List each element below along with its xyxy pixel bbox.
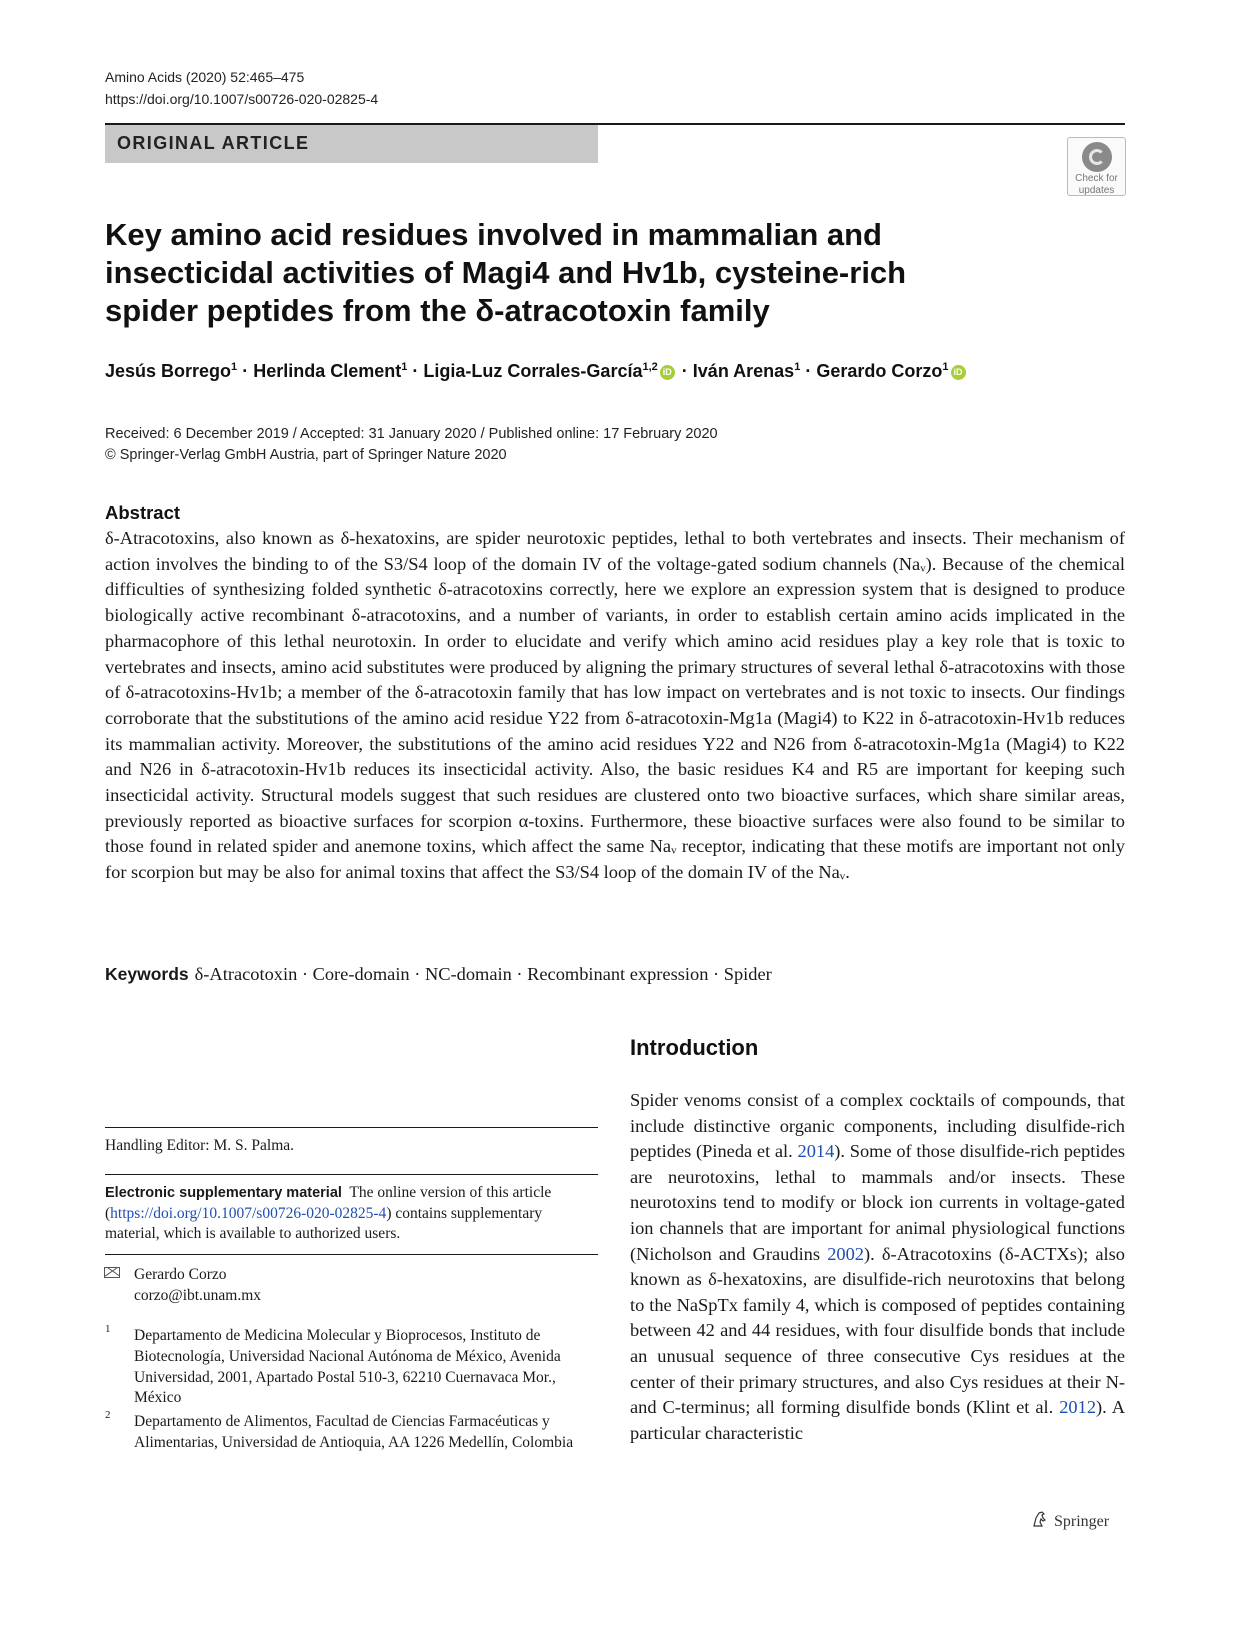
envelope-icon (104, 1267, 120, 1278)
publisher-logo (1030, 1509, 1109, 1531)
check-updates-icon (1082, 142, 1112, 172)
doi-link[interactable]: https://doi.org/10.1007/s00726-020-02825-4 (105, 91, 379, 107)
author-name[interactable]: Herlinda Clement (253, 361, 402, 381)
footnote-rule (105, 1127, 598, 1128)
author-separator: · (242, 361, 249, 381)
abstract-text: δ-Atracotoxins, also known as δ-hexatoxins, are spider neurotoxic peptides, lethal to both vertebrates and insects. Their mechanism of action involves the binding to of the S3/S4 loop of the domain IV of the voltage-gated sodium channels (Naᵥ). Because of the chemical difficulties of synthesizing folded synthetic δ-atracotoxins correctly, here we explore an expression system that is designed to produce biologically active recombinant δ-atracotoxins, and a number of variants, in order to establish certain amino acids implicated in the pharmacophore of this lethal neurotoxin. In order to elucidate and verify which amino acid residues play a key role that is toxic to vertebrates and insects, amino acid substitutes were produced by aligning the primary structures of several lethal δ-atracotoxins with those of δ-atracotoxins-Hv1b; a member of the δ-atracotoxin family that has low impact on vertebrates and is not toxic to insects. Our findings corroborate that the substitutions of the amino acid residue Y22 from δ-atracotoxin-Mg1a (Magi4) to K22 in δ-atracotoxin-Hv1b reduces its mammalian activity. Moreover, the substitutions of the amino acid residues Y22 and N26 from δ-atracotoxin-Mg1a (Magi4) to K22 and N26 in δ-atracotoxin-Hv1b reduces its insecticidal activity. Also, the basic residues K4 and R5 are important for keeping such insecticidal activity. Structural models suggest that such residues are clustered onto two bioactive surfaces, which share similar areas, previously reported as bioactive surfaces for scorpion α-toxins. Furthermore, these bioactive surfaces were also found to be similar to those found in related spider and anemone toxins, which affect the same Naᵥ receptor, indicating that these motifs are important not only for scorpion but may be also for animal toxins that affect the S3/S4 loop of the domain IV of the Naᵥ. (105, 528, 1126, 883)
affiliation-number: 2 (105, 1409, 111, 1421)
footnote-rule (105, 1174, 598, 1175)
author-list (105, 361, 968, 382)
intro-segment: ). δ-Atracotoxins (δ-ACTXs); also known as δ-hexatoxins, are disulfide-rich neurotoxins that belong to the NaSpTx family 4, which is composed of peptides containing between 42 and 44 residues, with four disulfide bonds that include an unusual sequence of three consecutive Cys residues at the center of their primary structures, and also Cys residues at their N- and C-terminus; all forming disulfide bonds (Klint et al. (630, 1243, 1125, 1418)
author-name[interactable]: Iván Arenas (692, 361, 795, 381)
keywords-list: δ-Atracotoxin · Core-domain · NC-domain · Recombinant expression · Spider (194, 964, 772, 984)
citation-link[interactable]: 2014 (797, 1141, 835, 1162)
check-updates-label-1: Check for (1075, 173, 1118, 184)
article-title: Key amino acid residues involved in mammalian and insecticidal activities of Magi4 and Hv1b, cysteine-rich spider peptides from the δ-atracotoxin family (105, 217, 907, 328)
author-separator: · (805, 361, 812, 381)
check-for-updates-badge[interactable] (1067, 137, 1126, 196)
author-name[interactable]: Gerardo Corzo (816, 361, 943, 381)
affiliation-1: Departamento de Medicina Molecular y Bioprocesos, Instituto de Biotecnología, Universidad Nacional Autónoma de México, Avenida Universidad, 2001, Apartado Postal 510-3, 62210 Cuernavaca Mor., México (134, 1327, 561, 1407)
introduction-text (630, 1088, 1125, 1446)
footnote-rule (105, 1254, 598, 1255)
springer-horse-icon (1030, 1509, 1050, 1529)
esm-link[interactable]: https://doi.org/10.1007/s00726-020-02825-4 (110, 1204, 387, 1222)
keywords (105, 964, 772, 985)
handling-editor: Handling Editor: M. S. Palma. (105, 1137, 295, 1154)
esm-text: The online version of this article ( (105, 1184, 552, 1222)
author-affiliation: 1 (942, 361, 949, 373)
orcid-icon[interactable]: iD (951, 365, 966, 380)
supplementary-note (105, 1183, 598, 1245)
esm-label: Electronic supplementary material (105, 1185, 342, 1201)
intro-segment: ). Some of those disulfide-rich peptides are neurotoxins, lethal to mammals and/or insects. These neurotoxins tend to modify or block ion currents in voltage-gated ion channels that are important for animal physiological functions (Nicholson and Graudins (630, 1141, 1125, 1264)
dates-line: Received: 6 December 2019 / Accepted: 31 January 2020 / Published online: 17 February 2020 (105, 426, 718, 442)
corresponding-name: Gerardo Corzo (134, 1266, 227, 1283)
intro-segment: ). A particular characteristic (630, 1397, 1125, 1443)
journal-citation: Amino Acids (2020) 52:465–475 (105, 69, 305, 85)
article-type-band (105, 125, 598, 163)
author-separator: · (681, 361, 688, 381)
author-name[interactable]: Jesús Borrego (105, 361, 232, 381)
corresponding-email[interactable]: corzo@ibt.unam.mx (134, 1287, 262, 1304)
author-affiliation: 1,2 (642, 361, 658, 373)
intro-segment: Spider venoms consist of a complex cocktails of compounds, that include distinctive organic components, including disulfide-rich peptides (Pineda et al. (630, 1090, 1125, 1162)
copyright-line: © Springer-Verlag GmbH Austria, part of Springer Nature 2020 (105, 447, 507, 463)
journal-header (105, 66, 378, 110)
orcid-icon[interactable]: iD (660, 365, 675, 380)
abstract-heading: Abstract (105, 502, 181, 523)
check-updates-label-2: updates (1078, 185, 1115, 196)
affiliation-2: Departamento de Alimentos, Facultad de Ciencias Farmacéuticas y Alimentarias, Universidad de Antioquia, AA 1226 Medellín, Colombia (134, 1413, 574, 1451)
author-separator: · (412, 361, 419, 381)
publication-dates (105, 424, 718, 466)
introduction-heading: Introduction (630, 1035, 759, 1060)
article-type: ORIGINAL ARTICLE (117, 133, 310, 153)
esm-text: ) contains supplementary material, which is available to authorized users. (105, 1204, 543, 1242)
author-affiliation: 1 (401, 361, 408, 373)
citation-link[interactable]: 2012 (1059, 1397, 1097, 1418)
citation-link[interactable]: 2002 (827, 1243, 864, 1264)
corresponding-author (134, 1264, 261, 1306)
author-affiliation: 1 (231, 361, 238, 373)
keywords-label: Keywords (105, 964, 189, 984)
author-affiliation: 1 (794, 361, 801, 373)
affiliation-number: 1 (105, 1323, 111, 1335)
publisher-name: Springer (1054, 1513, 1110, 1530)
author-name[interactable]: Ligia-Luz Corrales-García (423, 361, 643, 381)
